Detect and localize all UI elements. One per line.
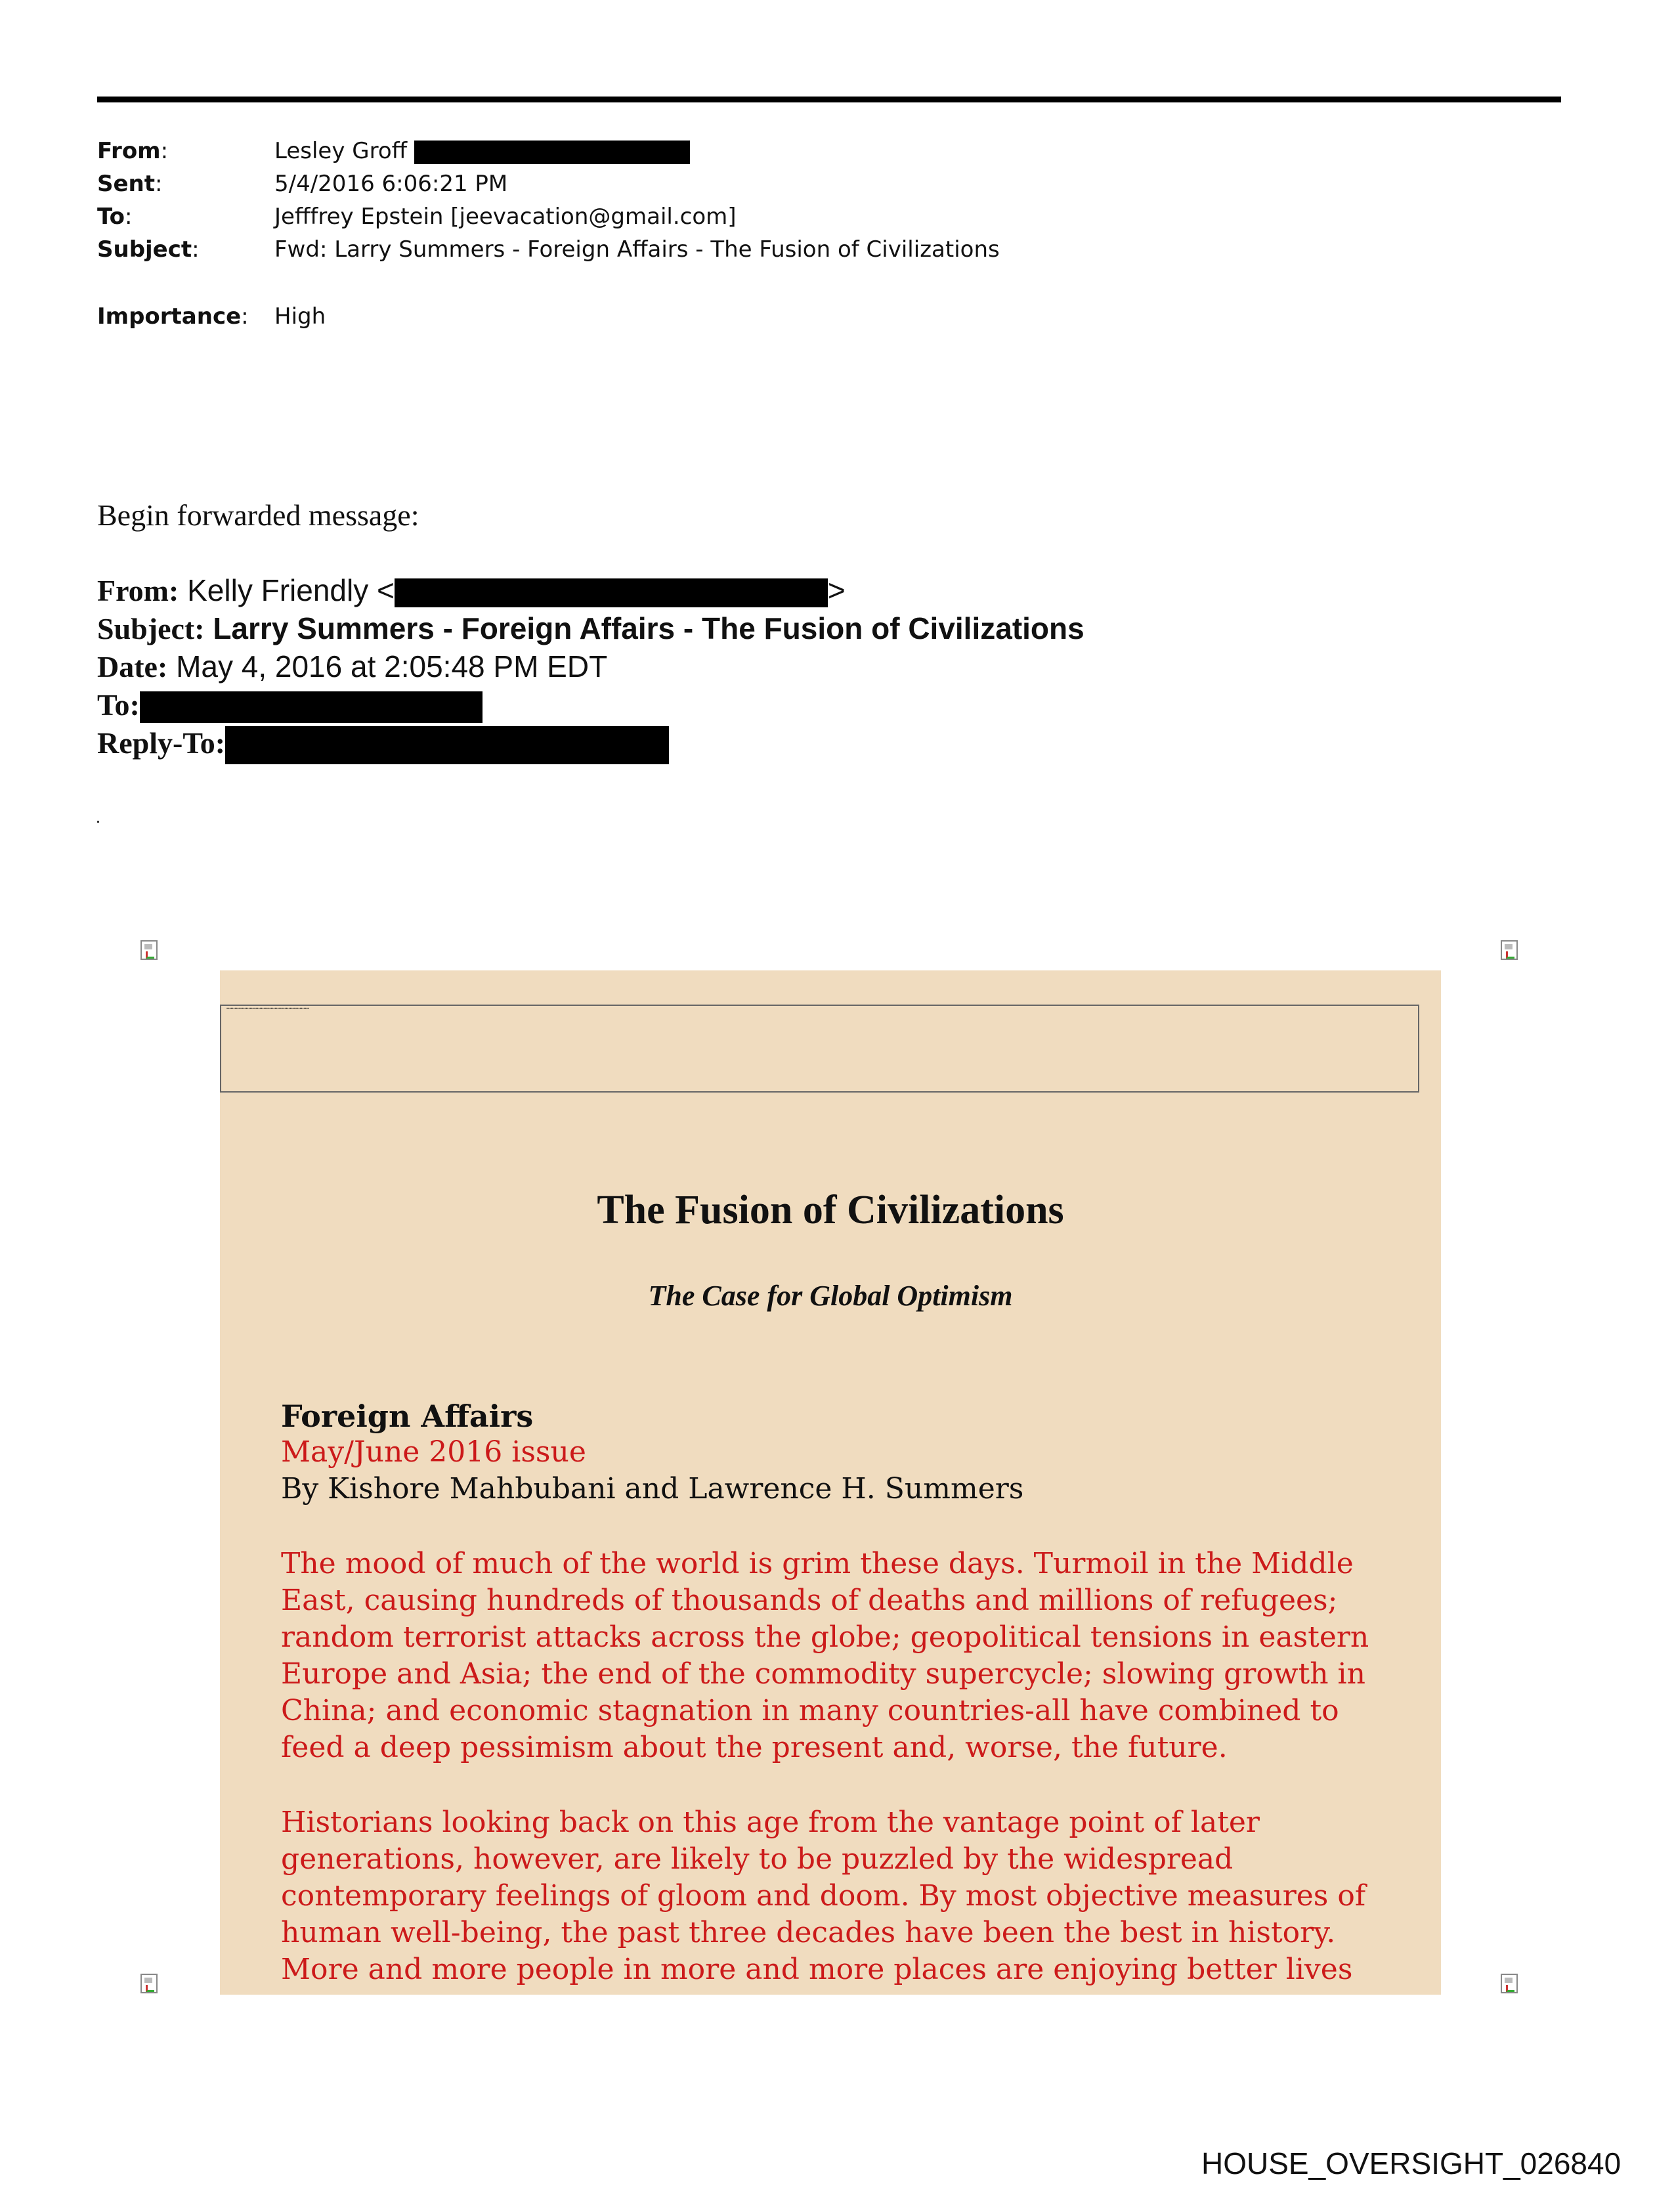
sent-value: 5/4/2016 6:06:21 PM	[274, 171, 508, 197]
article-paragraph-1: The mood of much of the world is grim these days. Turmoil in the Middle East, causing hundreds of thousands of deaths and millions of refugees; random terrorist attacks across the globe; geopolitical tensions in eastern Europe and Asia; the end of the commodity supercycle; slowing growth in China; and economic stagnation in many countries-all have combined to feed a deep pessimism about the present and, worse, the future.	[281, 1547, 1369, 1764]
redaction-bar	[225, 726, 669, 764]
redaction-bar	[414, 141, 690, 164]
fwd-reply-to-label: Reply-To:	[97, 726, 226, 760]
importance-label: Importance:	[97, 303, 249, 330]
broken-image-icon	[1501, 940, 1518, 960]
fwd-from-value: Kelly Friendly <	[187, 573, 395, 607]
article-paragraph-2: Historians looking back on this age from the vantage point of later generations, however, are likely to be puzzled by the widespread contemporary feelings of gloom and doom. By most objective measures of human well-being, the past three decades have been the best in history. More and more people in more and more places are enjoying better lives	[281, 1806, 1366, 1986]
fwd-subject-row	[97, 609, 1084, 648]
fwd-to-label: To:	[97, 688, 140, 722]
fwd-subject-label: Subject:	[97, 612, 205, 645]
broken-image-icon	[1501, 1974, 1518, 1993]
fwd-date-label: Date:	[97, 650, 168, 683]
illegible-tiny-text: ••••••••••••••••••••••••••••••••••••••••••••••••••••••••••••	[226, 1007, 310, 1011]
publication-name: Foreign Affairs	[281, 1399, 534, 1434]
empty-bordered-box	[220, 1005, 1419, 1093]
broken-image-icon	[140, 940, 158, 960]
fwd-subject-value: Larry Summers - Foreign Affairs - The Fusion of Civilizations	[213, 611, 1084, 645]
subject-value: Fwd: Larry Summers - Foreign Affairs - The Fusion of Civilizations	[274, 236, 1000, 263]
article-subtitle: The Case for Global Optimism	[648, 1280, 1013, 1312]
importance-value: High	[274, 303, 326, 330]
header-rule	[97, 97, 1561, 102]
subject-label: Subject:	[97, 236, 200, 263]
fwd-reply-to-row	[97, 724, 669, 764]
forward-intro: Begin forwarded message:	[97, 498, 419, 532]
to-label: To:	[97, 204, 133, 230]
from-value: Lesley Groff	[274, 135, 690, 167]
redaction-bar	[395, 578, 828, 607]
stray-dot	[97, 821, 99, 823]
bates-number: HOUSE_OVERSIGHT_026840	[1201, 2146, 1621, 2180]
fwd-date-row	[97, 647, 607, 686]
fwd-date-value: May 4, 2016 at 2:05:48 PM EDT	[176, 649, 608, 683]
redaction-bar	[140, 691, 483, 723]
article-panel	[220, 970, 1441, 1995]
article-title: The Fusion of Civilizations	[597, 1188, 1064, 1232]
broken-image-icon	[140, 1974, 158, 1993]
byline: By Kishore Mahbubani and Lawrence H. Summers	[281, 1472, 1024, 1506]
fwd-from-label: From:	[97, 574, 179, 607]
sent-label: Sent:	[97, 171, 163, 197]
issue-date: May/June 2016 issue	[281, 1435, 586, 1469]
from-label: From:	[97, 138, 169, 164]
to-value: Jefffrey Epstein [jeevacation@gmail.com]	[274, 204, 737, 230]
fwd-to-row	[97, 685, 483, 724]
fwd-from-row: From: Kelly Friendly < >	[97, 573, 846, 607]
